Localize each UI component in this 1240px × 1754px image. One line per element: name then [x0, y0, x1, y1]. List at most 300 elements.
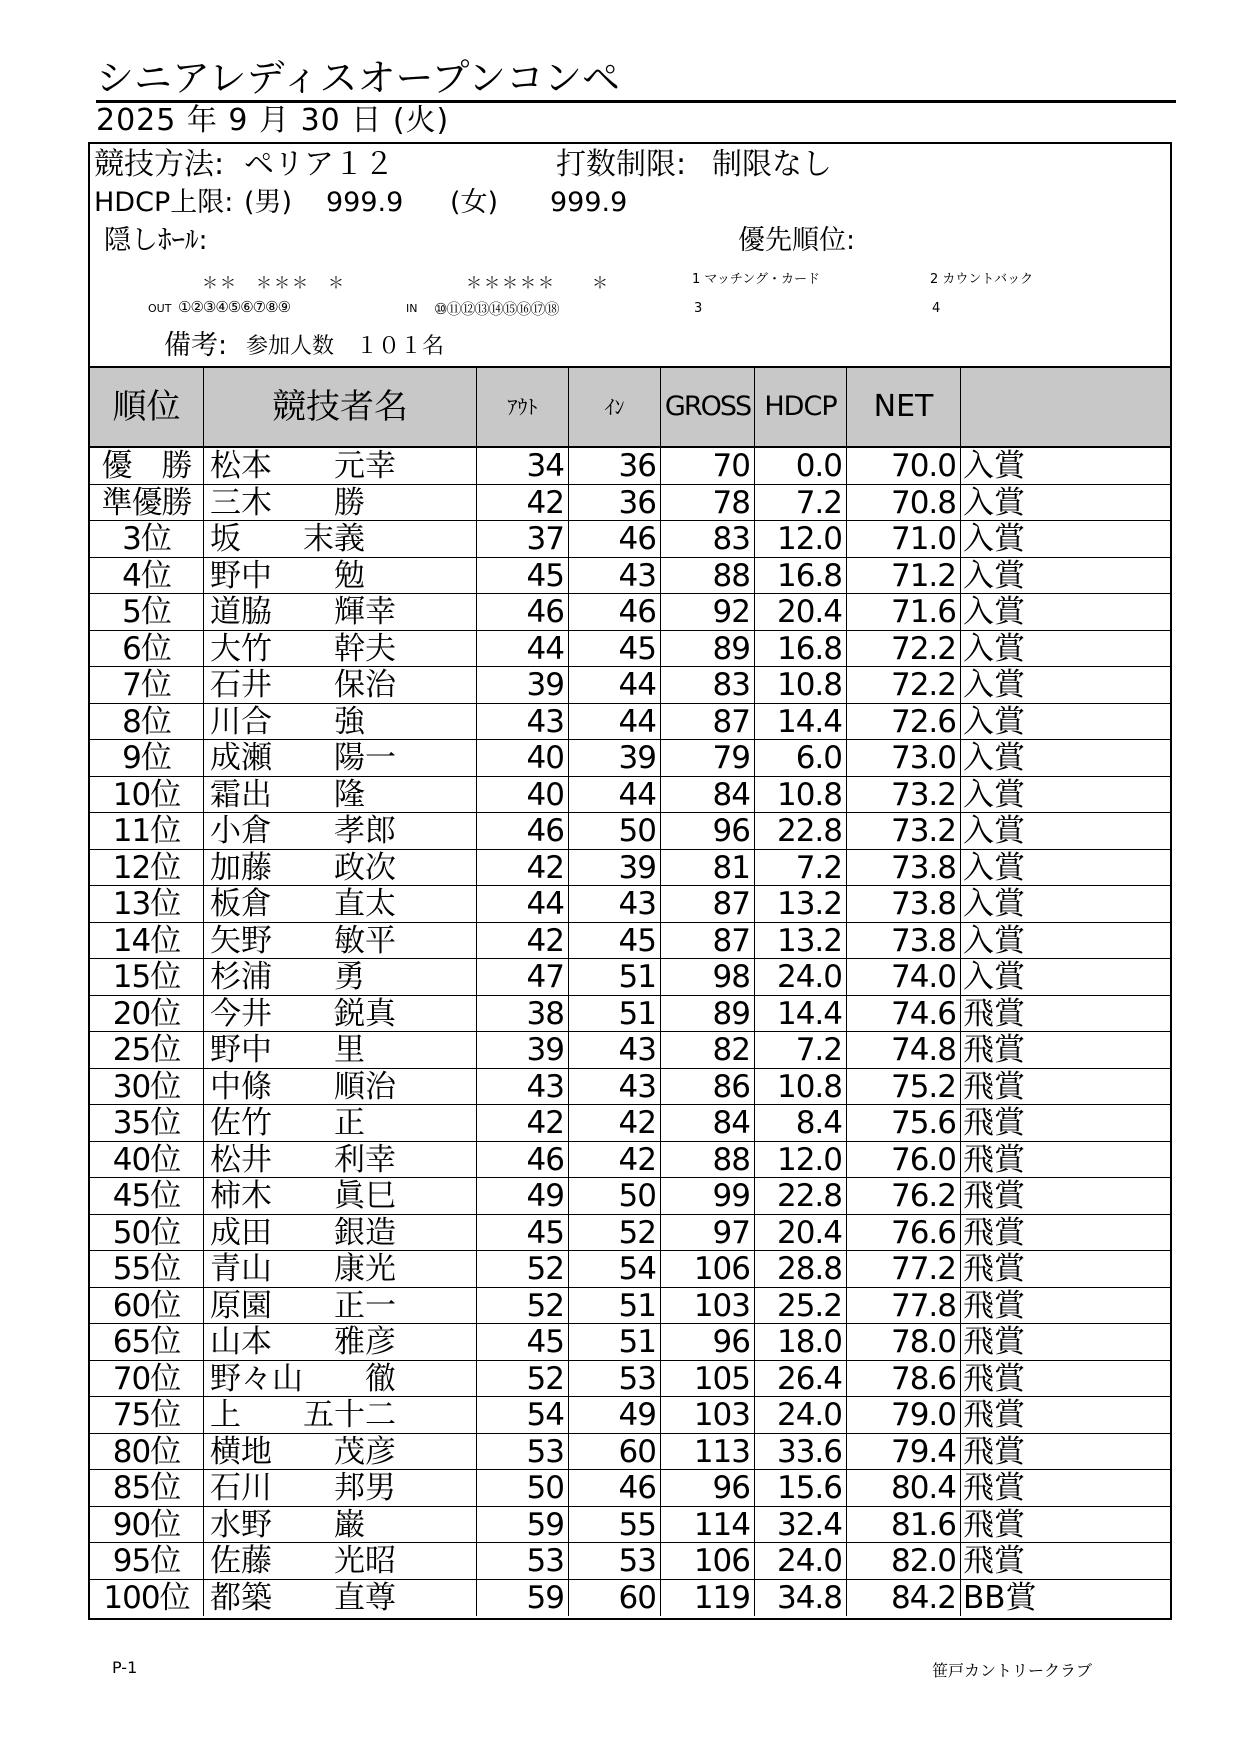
table-row — [90, 1251, 1170, 1288]
gross-cell: 99 — [661, 1178, 755, 1214]
rank-cell: 13位 — [90, 886, 204, 922]
award-cell: 入賞 — [963, 594, 1025, 630]
hdcp-cell: 24.0 — [755, 959, 847, 995]
in-label: IN — [406, 302, 418, 315]
award-cell: 入賞 — [963, 448, 1025, 484]
award-cell: 飛賞 — [963, 1506, 1025, 1542]
hdcp-cell: 14.4 — [755, 996, 847, 1032]
out-score-cell: 42 — [477, 485, 569, 521]
gross-cell: 98 — [661, 959, 755, 995]
hdcp-cell: 12.0 — [755, 1142, 847, 1178]
net-cell: 74.0 — [847, 959, 961, 995]
out-score-cell: 46 — [477, 594, 569, 630]
out-score-cell: 50 — [477, 1470, 569, 1506]
col-out: ｱｳﾄ — [477, 368, 569, 446]
net-cell: 72.6 — [847, 704, 961, 740]
in-score-cell: 50 — [569, 813, 661, 849]
rank-cell: 11位 — [90, 813, 204, 849]
net-cell: 73.2 — [847, 777, 961, 813]
name-cell: 石井 保治 — [204, 667, 477, 703]
table-row — [90, 521, 1170, 558]
table-row — [90, 1215, 1170, 1252]
hdcp-cell: 7.2 — [755, 850, 847, 886]
rank-cell: 6位 — [90, 631, 204, 667]
out-score-cell: 43 — [477, 704, 569, 740]
hdcp-cell: 8.4 — [755, 1105, 847, 1141]
hdcp-cell: 10.8 — [755, 1069, 847, 1105]
gross-cell: 87 — [661, 886, 755, 922]
award-cell: 入賞 — [963, 922, 1025, 958]
rank-cell: 3位 — [90, 521, 204, 557]
table-row — [90, 996, 1170, 1033]
table-row — [90, 667, 1170, 704]
table-row — [90, 594, 1170, 631]
out-score-cell: 39 — [477, 1032, 569, 1068]
net-cell: 75.6 — [847, 1105, 961, 1141]
hdcp-cell: 34.8 — [755, 1580, 847, 1617]
gross-cell: 88 — [661, 558, 755, 594]
net-cell: 76.6 — [847, 1215, 961, 1251]
award-cell: 飛賞 — [963, 1433, 1025, 1469]
name-cell: 大竹 幹夫 — [204, 631, 477, 667]
hdcp-cell: 20.4 — [755, 594, 847, 630]
gross-cell: 86 — [661, 1069, 755, 1105]
name-cell: 佐竹 正 — [204, 1105, 477, 1141]
col-name: 競技者名 — [204, 368, 477, 446]
award-cell: 入賞 — [963, 776, 1025, 812]
net-cell: 80.4 — [847, 1470, 961, 1506]
hdcp-cell: 10.8 — [755, 667, 847, 703]
rank-cell: 95位 — [90, 1543, 204, 1579]
net-cell: 78.0 — [847, 1324, 961, 1360]
rank-cell: 65位 — [90, 1324, 204, 1360]
in-holes: ⑩⑪⑫⑬⑭⑮⑯⑰⑱ — [434, 300, 559, 318]
in-score-cell: 60 — [569, 1434, 661, 1470]
name-cell: 上 五十二 — [204, 1397, 477, 1433]
in-score-cell: 51 — [569, 959, 661, 995]
award-cell: 飛賞 — [963, 1068, 1025, 1104]
hidden-holes-label: 隠しﾎｰﾙ: — [104, 225, 208, 256]
rank-cell: 35位 — [90, 1105, 204, 1141]
priority-3: 3 — [694, 301, 703, 316]
rank-cell: 60位 — [90, 1288, 204, 1324]
out-score-cell: 40 — [477, 777, 569, 813]
rank-cell: 9位 — [90, 740, 204, 776]
rank-cell: 90位 — [90, 1507, 204, 1543]
award-cell: 入賞 — [963, 484, 1025, 520]
table-row — [90, 1142, 1170, 1179]
hdcp-cell: 13.2 — [755, 923, 847, 959]
in-score-cell: 50 — [569, 1178, 661, 1214]
table-row — [90, 1069, 1170, 1106]
table-row — [90, 1507, 1170, 1544]
gross-cell: 87 — [661, 923, 755, 959]
hdcp-label: HDCP上限: — [94, 187, 234, 218]
method-label: 競技方法: — [94, 147, 225, 182]
out-score-cell: 47 — [477, 959, 569, 995]
table-row — [90, 1543, 1170, 1580]
net-cell: 72.2 — [847, 631, 961, 667]
rank-cell: 80位 — [90, 1434, 204, 1470]
name-cell: 佐藤 光昭 — [204, 1543, 477, 1579]
hdcp-cell: 18.0 — [755, 1324, 847, 1360]
rank-cell: 75位 — [90, 1397, 204, 1433]
out-score-cell: 43 — [477, 1069, 569, 1105]
club-name: 笹戸カントリークラブ — [932, 1661, 1093, 1680]
rank-cell: 4位 — [90, 558, 204, 594]
col-net: NET — [847, 368, 961, 446]
in-score-cell: 51 — [569, 1324, 661, 1360]
in-score-cell: 43 — [569, 1032, 661, 1068]
out-score-cell: 46 — [477, 1142, 569, 1178]
priority-1: 1 マッチング・カード — [692, 272, 820, 287]
net-cell: 76.0 — [847, 1142, 961, 1178]
in-score-cell: 51 — [569, 1288, 661, 1324]
out-score-cell: 42 — [477, 923, 569, 959]
table-row — [90, 1580, 1170, 1617]
in-score-cell: 46 — [569, 1470, 661, 1506]
name-cell: 山本 雅彦 — [204, 1324, 477, 1360]
name-cell: 矢野 敏平 — [204, 923, 477, 959]
award-cell: 飛賞 — [963, 1105, 1025, 1141]
in-score-cell: 44 — [569, 704, 661, 740]
col-award — [961, 368, 1170, 446]
hdcp-cell: 24.0 — [755, 1543, 847, 1579]
net-cell: 79.0 — [847, 1397, 961, 1433]
gross-cell: 81 — [661, 850, 755, 886]
out-score-cell: 53 — [477, 1434, 569, 1470]
award-cell: 入賞 — [963, 813, 1025, 849]
out-score-cell: 40 — [477, 740, 569, 776]
award-cell: 飛賞 — [963, 1543, 1025, 1579]
name-cell: 霜出 隆 — [204, 777, 477, 813]
in-score-cell: 46 — [569, 521, 661, 557]
in-score-cell: 42 — [569, 1142, 661, 1178]
award-cell: 入賞 — [963, 959, 1025, 995]
gross-cell: 113 — [661, 1434, 755, 1470]
hdcp-cell: 7.2 — [755, 1032, 847, 1068]
out-score-cell: 34 — [477, 448, 569, 484]
award-cell: 入賞 — [963, 886, 1025, 922]
rank-cell: 優 勝 — [90, 448, 204, 484]
rank-cell: 14位 — [90, 923, 204, 959]
award-cell: 飛賞 — [963, 1397, 1025, 1433]
out-score-cell: 53 — [477, 1543, 569, 1579]
hdcp-male-value: 999.9 — [326, 187, 404, 218]
name-cell: 原園 正一 — [204, 1288, 477, 1324]
table-row — [90, 448, 1170, 485]
gross-cell: 96 — [661, 1324, 755, 1360]
gross-cell: 97 — [661, 1215, 755, 1251]
name-cell: 横地 茂彦 — [204, 1434, 477, 1470]
rank-cell: 50位 — [90, 1215, 204, 1251]
table-row — [90, 1361, 1170, 1398]
award-cell: 入賞 — [963, 630, 1025, 666]
gross-cell: 70 — [661, 448, 755, 484]
rank-cell: 30位 — [90, 1069, 204, 1105]
table-row — [90, 850, 1170, 887]
award-cell: 飛賞 — [963, 1214, 1025, 1250]
gross-cell: 106 — [661, 1543, 755, 1579]
net-cell: 74.8 — [847, 1032, 961, 1068]
name-cell: 石川 邦男 — [204, 1470, 477, 1506]
out-score-cell: 52 — [477, 1361, 569, 1397]
out-score-cell: 45 — [477, 1324, 569, 1360]
net-cell: 73.0 — [847, 740, 961, 776]
net-cell: 76.2 — [847, 1178, 961, 1214]
award-cell: 飛賞 — [963, 1470, 1025, 1506]
name-cell: 三木 勝 — [204, 485, 477, 521]
name-cell: 今井 鋭真 — [204, 996, 477, 1032]
in-score-cell: 43 — [569, 1069, 661, 1105]
hdcp-cell: 15.6 — [755, 1470, 847, 1506]
in-score-cell: 43 — [569, 558, 661, 594]
net-cell: 71.2 — [847, 558, 961, 594]
competition-info — [90, 144, 1170, 366]
table-row — [90, 1434, 1170, 1471]
col-hdcp: HDCP — [755, 368, 847, 446]
gross-cell: 79 — [661, 740, 755, 776]
gross-cell: 92 — [661, 594, 755, 630]
in-score-cell: 44 — [569, 777, 661, 813]
hdcp-cell: 16.8 — [755, 558, 847, 594]
out-score-cell: 59 — [477, 1580, 569, 1617]
award-cell: 飛賞 — [963, 1141, 1025, 1177]
rank-cell: 準優勝 — [90, 485, 204, 521]
in-score-cell: 45 — [569, 631, 661, 667]
in-score-cell: 44 — [569, 667, 661, 703]
gross-cell: 84 — [661, 777, 755, 813]
rank-cell: 25位 — [90, 1032, 204, 1068]
name-cell: 都築 直尊 — [204, 1580, 477, 1617]
gross-cell: 105 — [661, 1361, 755, 1397]
net-cell: 73.8 — [847, 850, 961, 886]
hdcp-cell: 12.0 — [755, 521, 847, 557]
page-number: P-1 — [112, 1658, 138, 1677]
gross-cell: 96 — [661, 1470, 755, 1506]
table-row — [90, 1032, 1170, 1069]
hdcp-cell: 0.0 — [755, 448, 847, 484]
net-cell: 74.6 — [847, 996, 961, 1032]
remarks-value: 参加人数 １０１名 — [246, 334, 445, 359]
table-row — [90, 1397, 1170, 1434]
net-cell: 70.0 — [847, 448, 961, 484]
net-cell: 77.2 — [847, 1251, 961, 1287]
rank-cell: 10位 — [90, 777, 204, 813]
out-score-cell: 37 — [477, 521, 569, 557]
name-cell: 野々山 徹 — [204, 1361, 477, 1397]
in-score-cell: 43 — [569, 886, 661, 922]
in-score-cell: 60 — [569, 1580, 661, 1617]
col-rank: 順位 — [90, 368, 204, 446]
net-cell: 84.2 — [847, 1580, 961, 1617]
in-score-cell: 55 — [569, 1507, 661, 1543]
award-cell: 飛賞 — [963, 1178, 1025, 1214]
gross-cell: 106 — [661, 1251, 755, 1287]
table-row — [90, 886, 1170, 923]
in-score-cell: 39 — [569, 850, 661, 886]
name-cell: 野中 里 — [204, 1032, 477, 1068]
gross-cell: 87 — [661, 704, 755, 740]
name-cell: 松井 利幸 — [204, 1142, 477, 1178]
in-score-cell: 45 — [569, 923, 661, 959]
hdcp-cell: 22.8 — [755, 1178, 847, 1214]
out-score-cell: 38 — [477, 996, 569, 1032]
name-cell: 板倉 直太 — [204, 886, 477, 922]
net-cell: 71.6 — [847, 594, 961, 630]
net-cell: 72.2 — [847, 667, 961, 703]
rank-cell: 5位 — [90, 594, 204, 630]
hdcp-cell: 20.4 — [755, 1215, 847, 1251]
name-cell: 坂 末義 — [204, 521, 477, 557]
in-score-cell: 36 — [569, 485, 661, 521]
name-cell: 野中 勉 — [204, 558, 477, 594]
limit-value: 制限なし — [712, 147, 832, 182]
hdcp-female-label: (女) — [450, 187, 499, 218]
gross-cell: 83 — [661, 521, 755, 557]
out-holes: ①②③④⑤⑥⑦⑧⑨ — [178, 298, 291, 316]
hidden-marks-out: ＊＊ ＊＊＊ ＊ — [202, 273, 347, 292]
col-in: ｲﾝ — [569, 368, 661, 446]
out-score-cell: 59 — [477, 1507, 569, 1543]
table-row — [90, 1470, 1170, 1507]
name-cell: 柿木 眞巳 — [204, 1178, 477, 1214]
gross-cell: 78 — [661, 485, 755, 521]
out-score-cell: 42 — [477, 1105, 569, 1141]
col-gross: GROSS — [661, 368, 755, 446]
table-row — [90, 1324, 1170, 1361]
in-score-cell: 52 — [569, 1215, 661, 1251]
award-cell: 飛賞 — [963, 1360, 1025, 1396]
gross-cell: 83 — [661, 667, 755, 703]
hdcp-cell: 14.4 — [755, 704, 847, 740]
award-cell: BB賞 — [963, 1579, 1037, 1616]
name-cell: 青山 康光 — [204, 1251, 477, 1287]
gross-cell: 89 — [661, 996, 755, 1032]
table-row — [90, 631, 1170, 668]
gross-cell: 89 — [661, 631, 755, 667]
award-cell: 飛賞 — [963, 1287, 1025, 1323]
in-score-cell: 49 — [569, 1397, 661, 1433]
name-cell: 杉浦 勇 — [204, 959, 477, 995]
name-cell: 川合 強 — [204, 704, 477, 740]
award-cell: 入賞 — [963, 667, 1025, 703]
out-score-cell: 45 — [477, 558, 569, 594]
name-cell: 成瀬 陽一 — [204, 740, 477, 776]
name-cell: 中條 順治 — [204, 1069, 477, 1105]
out-score-cell: 44 — [477, 631, 569, 667]
hdcp-cell: 25.2 — [755, 1288, 847, 1324]
rank-cell: 70位 — [90, 1361, 204, 1397]
rank-cell: 8位 — [90, 704, 204, 740]
table-row — [90, 959, 1170, 996]
out-score-cell: 54 — [477, 1397, 569, 1433]
in-score-cell: 53 — [569, 1361, 661, 1397]
method-value: ペリア１２ — [244, 147, 394, 182]
award-cell: 飛賞 — [963, 1324, 1025, 1360]
hdcp-female-value: 999.9 — [550, 187, 628, 218]
table-row — [90, 923, 1170, 960]
in-score-cell: 36 — [569, 448, 661, 484]
net-cell: 73.8 — [847, 886, 961, 922]
priority-label: 優先順位: — [738, 225, 856, 256]
name-cell: 水野 巌 — [204, 1507, 477, 1543]
table-row — [90, 704, 1170, 741]
net-cell: 79.4 — [847, 1434, 961, 1470]
gross-cell: 82 — [661, 1032, 755, 1068]
net-cell: 78.6 — [847, 1361, 961, 1397]
hdcp-cell: 32.4 — [755, 1507, 847, 1543]
priority-4: 4 — [932, 301, 941, 316]
rank-cell: 15位 — [90, 959, 204, 995]
hdcp-cell: 28.8 — [755, 1251, 847, 1287]
hdcp-cell: 10.8 — [755, 777, 847, 813]
net-cell: 73.8 — [847, 923, 961, 959]
hdcp-male-label: (男) — [244, 187, 293, 218]
name-cell: 成田 銀造 — [204, 1215, 477, 1251]
priority-2: 2 カウントバック — [930, 272, 1034, 287]
hidden-marks-in: ＊＊＊＊＊ ＊ — [466, 273, 611, 292]
limit-label: 打数制限: — [556, 147, 687, 182]
net-cell: 75.2 — [847, 1069, 961, 1105]
award-cell: 入賞 — [963, 740, 1025, 776]
event-date: 2025 年 9 月 30 日 (火) — [96, 103, 450, 138]
name-cell: 加藤 政次 — [204, 850, 477, 886]
rank-cell: 7位 — [90, 667, 204, 703]
table-row — [90, 485, 1170, 522]
remarks-label: 備考: — [164, 330, 228, 361]
out-score-cell: 49 — [477, 1178, 569, 1214]
out-score-cell: 42 — [477, 850, 569, 886]
gross-cell: 103 — [661, 1397, 755, 1433]
net-cell: 70.8 — [847, 485, 961, 521]
in-score-cell: 46 — [569, 594, 661, 630]
table-row — [90, 813, 1170, 850]
hdcp-cell: 26.4 — [755, 1361, 847, 1397]
table-row — [90, 1105, 1170, 1142]
table-row — [90, 1288, 1170, 1325]
table-row — [90, 558, 1170, 595]
out-score-cell: 52 — [477, 1288, 569, 1324]
table-row — [90, 740, 1170, 777]
award-cell: 飛賞 — [963, 1251, 1025, 1287]
award-cell: 入賞 — [963, 703, 1025, 739]
table-row — [90, 1178, 1170, 1215]
hdcp-cell: 33.6 — [755, 1434, 847, 1470]
hdcp-cell: 24.0 — [755, 1397, 847, 1433]
out-score-cell: 39 — [477, 667, 569, 703]
gross-cell: 103 — [661, 1288, 755, 1324]
net-cell: 77.8 — [847, 1288, 961, 1324]
net-cell: 71.0 — [847, 521, 961, 557]
rank-cell: 40位 — [90, 1142, 204, 1178]
hdcp-cell: 13.2 — [755, 886, 847, 922]
gross-cell: 96 — [661, 813, 755, 849]
rank-cell: 85位 — [90, 1470, 204, 1506]
in-score-cell: 53 — [569, 1543, 661, 1579]
results-table-body — [90, 448, 1170, 1616]
net-cell: 81.6 — [847, 1507, 961, 1543]
in-score-cell: 51 — [569, 996, 661, 1032]
hdcp-cell: 16.8 — [755, 631, 847, 667]
column-header-row — [90, 366, 1170, 448]
gross-cell: 119 — [661, 1580, 755, 1617]
award-cell: 飛賞 — [963, 995, 1025, 1031]
hdcp-cell: 22.8 — [755, 813, 847, 849]
out-score-cell: 52 — [477, 1251, 569, 1287]
name-cell: 道脇 輝幸 — [204, 594, 477, 630]
out-score-cell: 44 — [477, 886, 569, 922]
